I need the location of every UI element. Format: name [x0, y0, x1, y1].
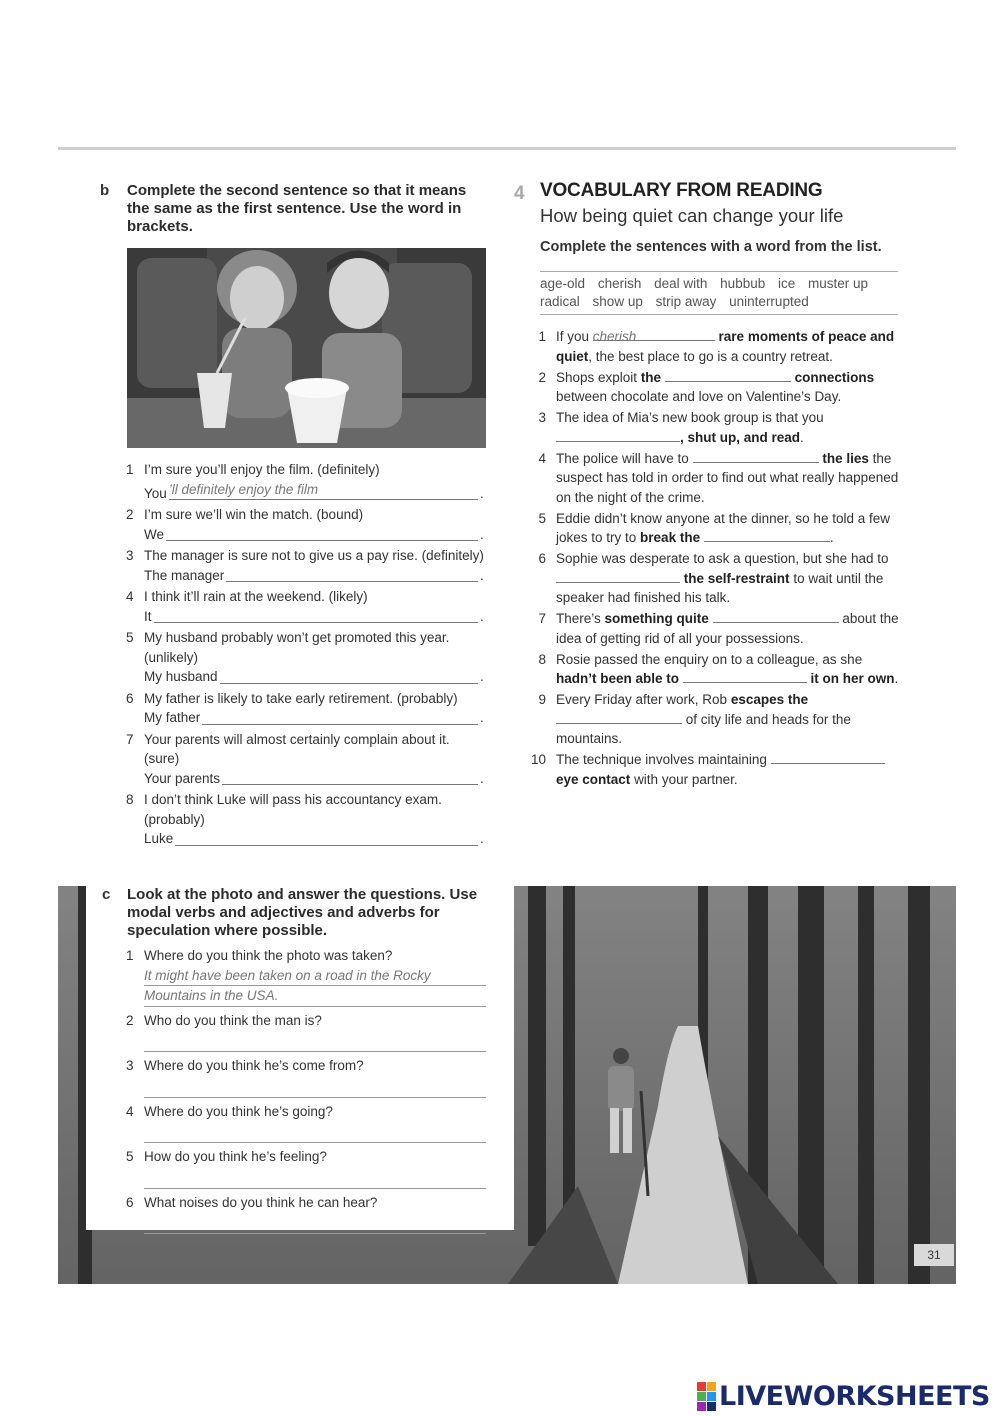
answer-field[interactable]: [693, 449, 819, 463]
list-item: 4 I think it’ll rain at the weekend. (likely) It .: [126, 589, 484, 624]
answer-field[interactable]: [556, 428, 680, 442]
word-item: radical: [540, 294, 580, 309]
answer-field[interactable]: ’ll definitely enjoy the film: [169, 480, 478, 501]
answer-field[interactable]: [683, 669, 807, 683]
word-list: [540, 271, 898, 315]
cinema-couple-illustration: [127, 248, 486, 448]
liveworksheets-logo: [697, 1381, 990, 1411]
list-item: 3 The idea of Mia’s new book group is that you , shut up, and read.: [538, 410, 824, 445]
list-item: 7 Your parents will almost certainly complain about it. (sure) Your parents .: [126, 731, 484, 786]
section-b-items: [126, 460, 486, 851]
answer-field[interactable]: [202, 710, 478, 725]
answer-field[interactable]: [665, 368, 791, 382]
list-item: 10 The technique involves maintaining eye contact with your partner.: [530, 750, 900, 789]
list-item: 2 I’m sure we’ll win the match. (bound) We .: [126, 507, 484, 542]
section-subtitle: How being quiet can change your life: [540, 205, 844, 226]
list-item: 7 There’s something quite about the idea of getting rid of all your possessions.: [538, 611, 899, 646]
list-item: 5 Eddie didn’t know anyone at the dinner, so he told a few jokes to try to break the .: [538, 510, 890, 545]
section-c-instruction: Look at the photo and answer the questions. Use modal verbs and adjectives and adverbs for speculation where possible.: [127, 886, 478, 939]
list-item: 6 What noises do you think he can hear?: [126, 1193, 486, 1235]
list-item: 2 Shops exploit the connections between chocolate and love on Valentine’s Day.: [538, 369, 875, 404]
section-4: [514, 180, 904, 255]
section-b-label: b: [100, 182, 110, 199]
list-item: 6 My father is likely to take early retirement. (probably) My father .: [126, 690, 484, 725]
list-item: 5 How do you think he’s feeling?: [126, 1147, 486, 1189]
word-item: cherish: [597, 276, 642, 291]
list-item: 3 Where do you think he’s come from?: [126, 1056, 486, 1098]
word-item: age-old: [540, 276, 586, 291]
section-number: 4: [514, 183, 525, 204]
list-item: 1 If you cherish rare moments of peace and quiet, the best place to go is a country retreat.: [538, 329, 895, 364]
logo-text: LIVEWORKSHEETS: [719, 1380, 990, 1412]
word-item: uninterrupted: [729, 294, 809, 309]
word-item: strip away: [655, 294, 717, 309]
word-item: ice: [778, 276, 796, 291]
word-item: muster up: [808, 276, 869, 291]
list-item: 3 The manager is sure not to give us a pay rise. (definitely) The manager .: [126, 548, 484, 583]
list-item: 9 Every Friday after work, Rob escapes the of city life and heads for the mountains.: [538, 692, 851, 746]
answer-field[interactable]: [144, 1030, 486, 1052]
answer-field[interactable]: cherish: [593, 327, 715, 341]
section-title: VOCABULARY FROM READING: [540, 180, 823, 201]
list-item: 8 I don’t think Luke will pass his accountancy exam. (probably) Luke .: [126, 792, 484, 846]
top-rule: [58, 147, 956, 150]
list-item: 5 My husband probably won’t get promoted this year. (unlikely) My husband .: [126, 630, 484, 684]
section-b: [100, 182, 490, 236]
answer-field[interactable]: [144, 1212, 486, 1234]
answer-field[interactable]: [704, 528, 830, 542]
section-instruction: Complete the sentences with a word from the list.: [540, 239, 882, 255]
answer-field[interactable]: [175, 831, 478, 846]
answer-field[interactable]: It might have been taken on a road in the Rocky Mountains in the USA.: [144, 966, 486, 1007]
answer-field[interactable]: [144, 1121, 486, 1143]
section-4-items: [530, 327, 900, 791]
answer-field[interactable]: [144, 1076, 486, 1098]
answer-field[interactable]: [556, 710, 682, 724]
answer-field[interactable]: [144, 1167, 486, 1189]
list-item: 2 Who do you think the man is?: [126, 1011, 486, 1053]
list-item: 8 Rosie passed the enquiry on to a colleague, as she hadn’t been able to it on her own.: [538, 651, 899, 686]
answer-field[interactable]: [713, 609, 839, 623]
answer-field[interactable]: [556, 569, 680, 583]
list-item: 4 The police will have to the lies the suspect has told in order to find out what really happened on the night of the crime.: [538, 450, 899, 505]
answer-field[interactable]: [154, 608, 478, 623]
list-item: 4 Where do you think he’s going?: [126, 1102, 486, 1144]
answer-field[interactable]: [166, 526, 478, 541]
logo-squares-icon: [697, 1382, 716, 1411]
answer-field[interactable]: [220, 669, 478, 684]
word-item: show up: [592, 294, 643, 309]
page-number: 31: [914, 1244, 954, 1266]
list-item: 1 I’m sure you’ll enjoy the film. (definitely) You ’ll definitely enjoy the film .: [126, 462, 484, 501]
answer-field[interactable]: [222, 770, 478, 785]
answer-field[interactable]: [771, 750, 885, 764]
word-item: hubbub: [720, 276, 766, 291]
section-b-instruction: Complete the second sentence so that it means the same as the first sentence. Use the word in brackets.: [127, 182, 467, 235]
section-c-items: [126, 946, 486, 1234]
word-item: deal with: [654, 276, 708, 291]
answer-field[interactable]: [226, 567, 478, 582]
section-c-label: c: [102, 886, 111, 903]
list-item: 1 Where do you think the photo was taken? It might have been taken on a road in the Rocky Mountains in the USA.: [126, 946, 486, 1007]
list-item: 6 Sophie was desperate to ask a question, but she had to the self-restraint to wait until the speaker had finished his talk.: [538, 551, 889, 605]
